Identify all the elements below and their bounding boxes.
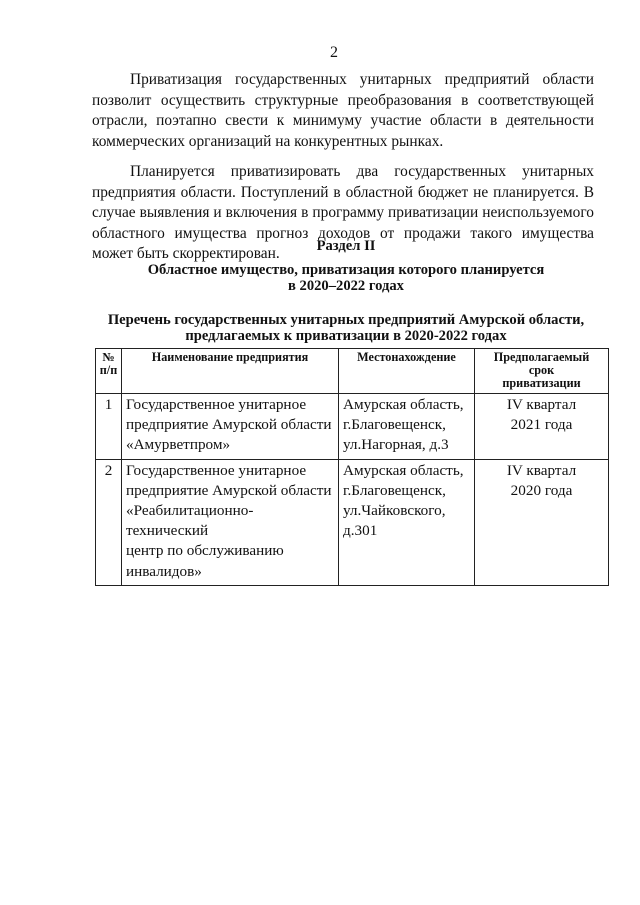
enterprise-name: Государственное унитарное предприятие Амурской области «Амурветпром»	[122, 394, 339, 460]
enterprises-table	[95, 348, 609, 586]
section-subtitle-line: Областное имущество, приватизация которого планируется	[147, 262, 545, 278]
row-number: 2	[96, 459, 122, 585]
privatization-term: IV квартал 2020 года	[475, 459, 609, 585]
header-enterprise-name: Наименование предприятия	[122, 349, 339, 394]
enterprise-name: Государственное унитарное предприятие Амурской области «Реабилитационно-технический центр по обслуживанию инвалидов»	[122, 459, 339, 585]
section-subtitle-line: в 2020–2022 годах	[288, 278, 404, 294]
header-privatization-term: Предполагаемый срок приватизации	[475, 349, 609, 394]
enterprise-location: Амурская область, г.Благовещенск, ул.Нагорная, д.3	[339, 394, 475, 460]
paragraph-text: Приватизация государственных унитарных предприятий области позволит осуществить структурные преобразования в соответствующей отрасли, поэтапно свести к минимуму участие области в деятельности коммерческих организаций на конкурентных рынках.	[92, 71, 594, 150]
section-subtitle	[80, 262, 612, 294]
page-number: 2	[330, 44, 338, 61]
enterprise-location: Амурская область, г.Благовещенск, ул.Чайковского, д.301	[339, 459, 475, 585]
paragraph-text: Планируется приватизировать два государственных унитарных предприятия области. Поступлений в областной бюджет не планируется. В случае выявления и включения в программу приватизации неиспользуемого областного имущества прогноз доходов от продажи такого имущества может быть скорректирован.	[92, 163, 594, 263]
privatization-term: IV квартал 2021 года	[475, 394, 609, 460]
list-title-line: Перечень государственных унитарных предприятий Амурской области,	[107, 312, 585, 328]
row-number: 1	[96, 394, 122, 460]
header-location: Местонахождение	[339, 349, 475, 394]
table-row	[96, 394, 609, 460]
list-title	[80, 312, 612, 344]
header-number: № п/п	[96, 349, 122, 394]
list-title-line: предлагаемых к приватизации в 2020-2022 годах	[185, 328, 507, 344]
paragraph-privatization-goals	[92, 70, 594, 152]
table-header-row	[96, 349, 609, 394]
table-row	[96, 459, 609, 585]
section-heading: Раздел II	[316, 238, 376, 254]
